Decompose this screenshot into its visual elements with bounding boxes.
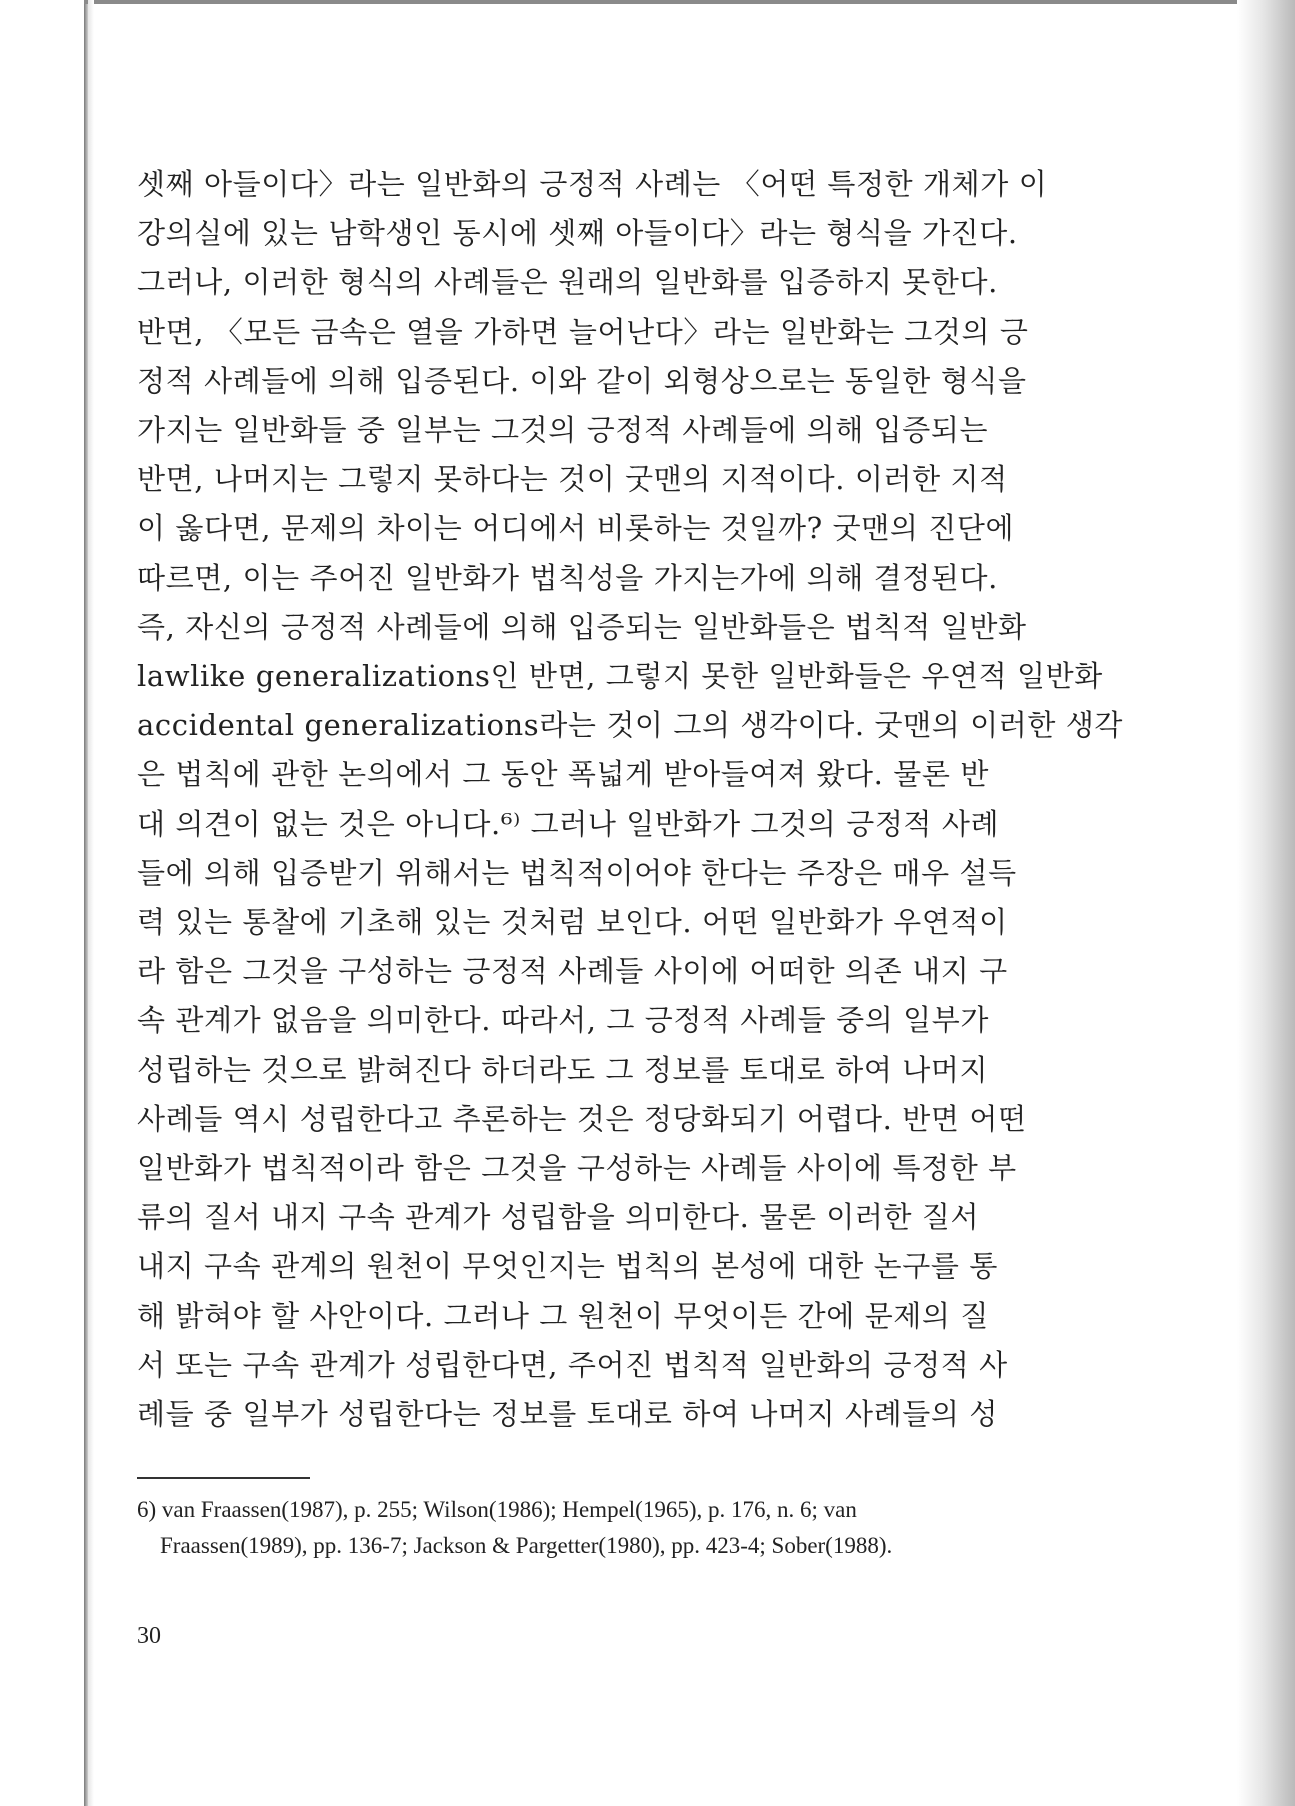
footnote	[137, 1492, 1162, 1564]
footnote-line: Fraassen(1989), pp. 136-7; Jackson & Pargetter(1980), pp. 423-4; Sober(1988).	[160, 1533, 893, 1558]
body-line: 라 함은 그것을 구성하는 긍정적 사례들 사이에 어떠한 의존 내지 구	[137, 954, 1008, 989]
page-number: 30	[137, 1623, 161, 1649]
body-line: 셋째 아들이다〉라는 일반화의 긍정적 사례는 〈어떤 특정한 개체가 이	[137, 167, 1048, 201]
body-line: 정적 사례들에 의해 입증된다. 이와 같이 외형상으로는 동일한 형식을	[137, 363, 1027, 398]
body-line: 따르면, 이는 주어진 일반화가 법칙성을 가지는가에 의해 결정된다.	[137, 560, 998, 595]
body-line: 내지 구속 관계의 원천이 무엇인지는 법칙의 본성에 대한 논구를 통	[137, 1249, 998, 1284]
footnote-line: 6) van Fraassen(1987), p. 255; Wilson(1986); Hempel(1965), p. 176, n. 6; van	[137, 1497, 857, 1522]
body-line: 력 있는 통찰에 기초해 있는 것처럼 보인다. 어떤 일반화가 우연적이	[137, 905, 1008, 940]
body-line: 이 옳다면, 문제의 차이는 어디에서 비롯하는 것일까? 굿맨의 진단에	[137, 511, 1015, 546]
body-line: 반면, 〈모든 금속은 열을 가하면 늘어난다〉라는 일반화는 그것의 긍	[137, 314, 1029, 349]
body-line: 즉, 자신의 긍정적 사례들에 의해 입증되는 일반화들은 법칙적 일반화	[137, 609, 1027, 644]
body-line: 강의실에 있는 남학생인 동시에 셋째 아들이다〉라는 형식을 가진다.	[137, 216, 1018, 251]
body-line: 류의 질서 내지 구속 관계가 성립함을 의미한다. 물론 이러한 질서	[137, 1200, 980, 1235]
body-line: 은 법칙에 관한 논의에서 그 동안 폭넓게 받아들여져 왔다. 물론 반	[137, 757, 989, 792]
body-line: lawlike generalizations인 반면, 그렇지 못한 일반화들은 우연적 일반화	[137, 659, 1103, 694]
footnote-divider	[137, 1477, 310, 1479]
body-line: 그러나, 이러한 형식의 사례들은 원래의 일반화를 입증하지 못한다.	[137, 265, 998, 300]
body-line: 성립하는 것으로 밝혀진다 하더라도 그 정보를 토대로 하여 나머지	[137, 1052, 989, 1087]
body-line: accidental generalizations라는 것이 그의 생각이다. 굿맨의 이러한 생각	[137, 708, 1124, 743]
body-line: 례들 중 일부가 성립한다는 정보를 토대로 하여 나머지 사례들의 성	[137, 1397, 998, 1432]
body-line: 해 밝혀야 할 사안이다. 그러나 그 원천이 무엇이든 간에 문제의 질	[137, 1298, 989, 1333]
body-line: 일반화가 법칙적이라 함은 그것을 구성하는 사례들 사이에 특정한 부	[137, 1151, 1017, 1186]
body-text	[137, 160, 1162, 1439]
body-line: 속 관계가 없음을 의미한다. 따라서, 그 긍정적 사례들 중의 일부가	[137, 1003, 989, 1038]
page-right-shadow	[1237, 0, 1295, 1806]
body-line: 사례들 역시 성립한다고 추론하는 것은 정당화되기 어렵다. 반면 어떤	[137, 1101, 1027, 1136]
body-line: 서 또는 구속 관계가 성립한다면, 주어진 법칙적 일반화의 긍정적 사	[137, 1347, 1008, 1382]
body-line: 대 의견이 없는 것은 아니다.⁶⁾ 그러나 일반화가 그것의 긍정적 사례	[137, 806, 1000, 841]
body-line: 반면, 나머지는 그렇지 못하다는 것이 굿맨의 지적이다. 이러한 지적	[137, 462, 1008, 497]
body-line: 들에 의해 입증받기 위해서는 법칙적이어야 한다는 주장은 매우 설득	[137, 855, 1017, 890]
body-line: 가지는 일반화들 중 일부는 그것의 긍정적 사례들에 의해 입증되는	[137, 413, 989, 448]
